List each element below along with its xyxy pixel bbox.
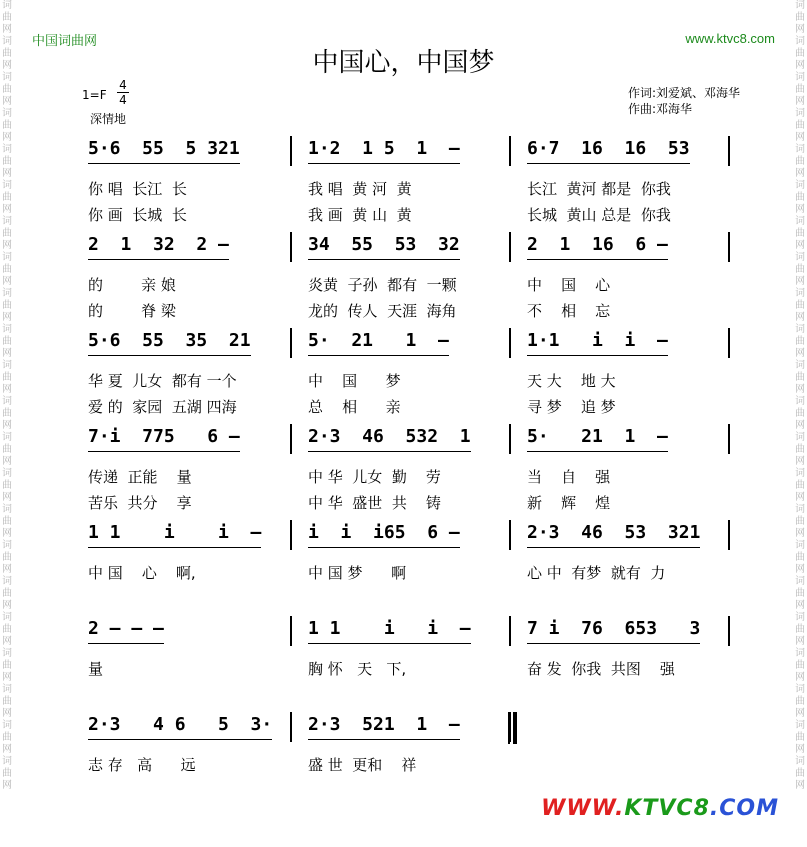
- measure-notes: 5· 21 1 –: [527, 426, 668, 447]
- barline: [290, 136, 292, 166]
- measure-notes: 5·6 55 35 21: [88, 330, 251, 351]
- site-url-right: www.ktvc8.com: [685, 31, 775, 46]
- beam-underline: [88, 163, 240, 164]
- lyric-line-1: 中 华 儿女 勤 劳: [308, 468, 441, 486]
- beam-underline: [308, 259, 460, 260]
- lyric-line-2: 苦乐 共分 享: [88, 494, 192, 512]
- measure-notes: 1·1 i i –: [527, 330, 668, 351]
- lyric-line-1: 量: [88, 660, 104, 678]
- measure-notes: 2·3 46 532 1: [308, 426, 471, 447]
- lyric-line-2: 总 相 亲: [308, 398, 401, 416]
- measure-notes: 2 – – –: [88, 618, 164, 639]
- final-barline-thin: [508, 712, 510, 744]
- barline: [290, 712, 292, 742]
- lyric-line-2: 寻 梦 追 梦: [527, 398, 616, 416]
- lyric-line-1: 中 国 梦 啊: [308, 564, 407, 582]
- barline: [290, 328, 292, 358]
- composer: 作曲:邓海华: [628, 102, 693, 116]
- beam-underline: [308, 163, 460, 164]
- lyric-line-2: 长城 黄山 总是 你我: [527, 206, 671, 224]
- measure-notes: 2·3 521 1 –: [308, 714, 460, 735]
- measure-notes: 34 55 53 32: [308, 234, 460, 255]
- lyric-line-1: 传递 正能 量: [88, 468, 192, 486]
- barline: [728, 232, 730, 262]
- lyric-line-2: 的 脊 梁: [88, 302, 176, 320]
- watermark-left: 词曲网词曲网词曲网词曲网词曲网词曲网词曲网词曲网词曲网词曲网词曲网词曲网词曲网词曲网词曲网词曲网词曲网词曲网词曲网词曲网词曲网词曲网: [2, 0, 12, 791]
- measure-notes: 2 1 16 6 –: [527, 234, 668, 255]
- lyric-line-1: 我 唱 黄 河 黄: [308, 180, 412, 198]
- beam-underline: [88, 739, 272, 740]
- lyric-line-1: 胸 怀 天 下,: [308, 660, 407, 678]
- barline: [509, 232, 511, 262]
- barline: [509, 616, 511, 646]
- watermark-right: 词曲网词曲网词曲网词曲网词曲网词曲网词曲网词曲网词曲网词曲网词曲网词曲网词曲网词曲网词曲网词曲网词曲网词曲网词曲网词曲网词曲网词曲网: [795, 0, 805, 791]
- logo-part-www: WWW.: [541, 796, 625, 821]
- credits: [628, 85, 740, 117]
- logo-part-com: .COM: [709, 796, 779, 821]
- lyric-line-2: 新 辉 煌: [527, 494, 611, 512]
- lyric-line-1: 当 自 强: [527, 468, 611, 486]
- barline: [728, 520, 730, 550]
- beam-underline: [88, 451, 240, 452]
- song-title: 中国心，中国梦: [312, 48, 495, 78]
- lyric-line-1: 志 存 高 远: [88, 756, 196, 774]
- beam-underline: [88, 259, 229, 260]
- tempo-mood: 深情地: [90, 112, 127, 126]
- beam-underline: [88, 643, 164, 644]
- beam-underline: [308, 643, 471, 644]
- lyric-line-1: 长江 黄河 都是 你我: [527, 180, 671, 198]
- lyric-line-2: 不 相 忘: [527, 302, 611, 320]
- lyric-line-1: 中 国 心: [527, 276, 611, 294]
- beam-underline: [527, 163, 690, 164]
- lyric-line-1: 华 夏 儿女 都有 一个: [88, 372, 237, 390]
- measure-notes: 5·6 55 5 321: [88, 138, 240, 159]
- barline: [509, 520, 511, 550]
- barline: [290, 232, 292, 262]
- beam-underline: [88, 355, 251, 356]
- beam-underline: [527, 451, 668, 452]
- barline: [728, 424, 730, 454]
- lyric-line-1: 的 亲 娘: [88, 276, 176, 294]
- lyric-line-1: 天 大 地 大: [527, 372, 616, 390]
- time-signature: [115, 78, 131, 107]
- measure-notes: 5· 21 1 –: [308, 330, 449, 351]
- lyric-line-2: 你 画 长城 长: [88, 206, 187, 224]
- beam-underline: [308, 451, 471, 452]
- lyric-line-1: 心 中 有梦 就有 力: [527, 564, 666, 582]
- measure-notes: 1 1 i i –: [88, 522, 262, 543]
- beam-underline: [527, 259, 668, 260]
- final-barline-thick: [513, 712, 517, 744]
- lyricist: 作词:刘爱斌、邓海华: [628, 86, 741, 100]
- beam-underline: [527, 547, 700, 548]
- measure-notes: 2 1 32 2 –: [88, 234, 229, 255]
- site-name-left: 中国词曲网: [32, 34, 98, 49]
- measure-notes: 2·3 4 6 5 3·: [88, 714, 273, 735]
- barline: [728, 616, 730, 646]
- lyric-line-2: 中 华 盛世 共 铸: [308, 494, 441, 512]
- beam-underline: [308, 355, 449, 356]
- footer-logo: [541, 796, 779, 821]
- measure-notes: 1·2 1 5 1 –: [308, 138, 460, 159]
- lyric-line-1: 你 唱 长江 长: [88, 180, 187, 198]
- lyric-line-1: 中 国 心 啊,: [88, 564, 196, 582]
- measure-notes: 2·3 46 53 321: [527, 522, 701, 543]
- barline: [509, 136, 511, 166]
- lyric-line-1: 中 国 梦: [308, 372, 401, 390]
- barline: [728, 136, 730, 166]
- meter-top: 4: [119, 78, 127, 92]
- key-signature: 1=F: [82, 88, 107, 102]
- measure-notes: 7 i 76 653 3: [527, 618, 701, 639]
- barline: [290, 616, 292, 646]
- meter-bottom: 4: [119, 93, 127, 107]
- beam-underline: [308, 739, 460, 740]
- barline: [290, 424, 292, 454]
- measure-notes: 7·i 775 6 –: [88, 426, 240, 447]
- measure-notes: 1 1 i i –: [308, 618, 471, 639]
- barline: [728, 328, 730, 358]
- barline: [509, 424, 511, 454]
- beam-underline: [88, 547, 261, 548]
- beam-underline: [308, 547, 460, 548]
- lyric-line-1: 炎黄 子孙 都有 一颗: [308, 276, 457, 294]
- beam-underline: [527, 355, 668, 356]
- lyric-line-1: 奋 发 你我 共图 强: [527, 660, 675, 678]
- lyric-line-2: 龙的 传人 天涯 海角: [308, 302, 457, 320]
- barline: [509, 328, 511, 358]
- lyric-line-1: 盛 世 更和 祥: [308, 756, 417, 774]
- barline: [290, 520, 292, 550]
- measure-notes: i i i65 6 –: [308, 522, 460, 543]
- lyric-line-2: 爱 的 家园 五湖 四海: [88, 398, 237, 416]
- lyric-line-2: 我 画 黄 山 黄: [308, 206, 412, 224]
- measure-notes: 6·7 16 16 53: [527, 138, 690, 159]
- beam-underline: [527, 643, 700, 644]
- logo-part-ktvc8: KTVC8: [624, 796, 710, 821]
